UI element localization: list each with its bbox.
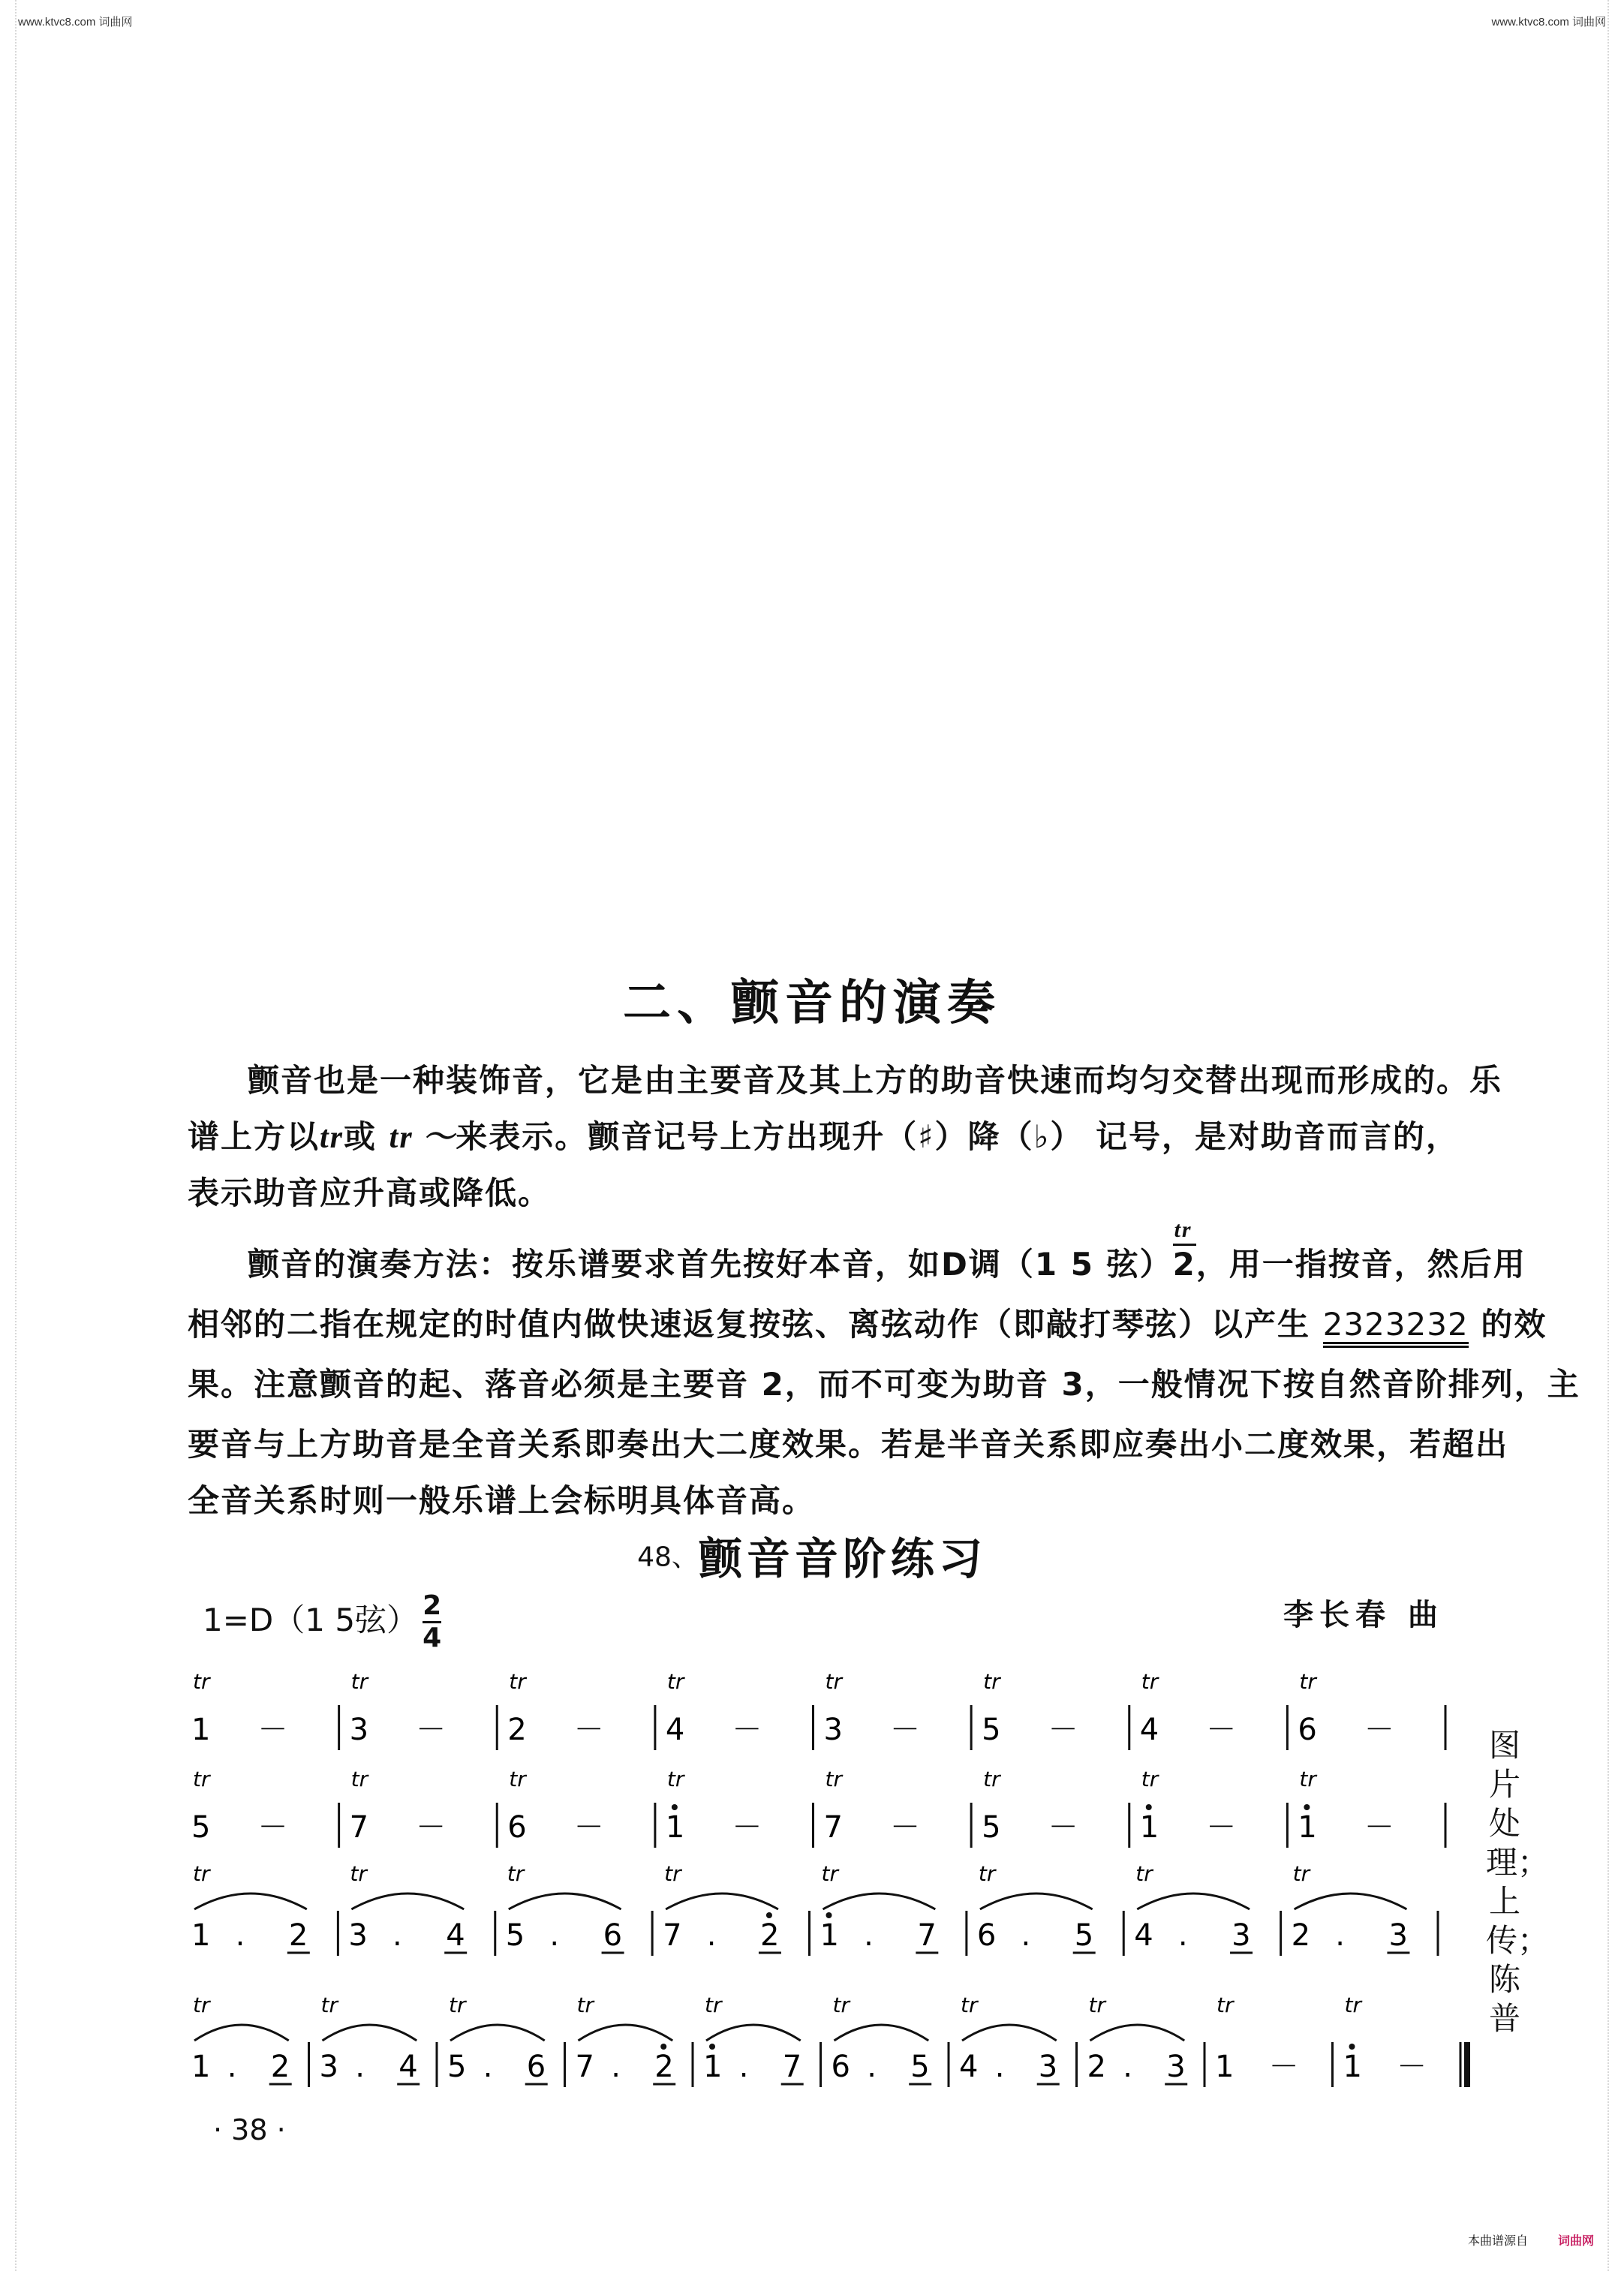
dash: － <box>1268 2050 1299 2084</box>
note: 1 <box>1215 2050 1235 2084</box>
high-octave-dot <box>672 1804 678 1810</box>
trill-mark: tr <box>449 1993 466 2017</box>
augmentation-dot: . <box>1335 1918 1345 1953</box>
note: 1 <box>191 2050 211 2084</box>
augmentation-dot: . <box>549 1918 560 1953</box>
slur <box>323 2025 417 2041</box>
para2-line3: 果。注意颤音的起、落音必须是主要音 2，而不可变为助音 3，一般情况下按自然音阶排列，主 <box>188 1366 1580 1403</box>
para2-line2 <box>188 1295 1547 1355</box>
high-octave-dot <box>766 1912 772 1918</box>
note: 2 <box>288 1918 308 1953</box>
slur <box>450 2025 545 2041</box>
note: 4 <box>1134 1918 1153 1953</box>
note: 6 <box>507 1810 527 1845</box>
note: 3 <box>1232 1918 1251 1953</box>
trill-mark: tr <box>350 1861 367 1886</box>
augmentation-dot: . <box>994 2050 1005 2084</box>
note: 6 <box>831 2050 850 2084</box>
trill-mark: tr <box>666 1767 684 1791</box>
note: 7 <box>917 1918 937 1953</box>
note: 6 <box>976 1918 997 1953</box>
trill-mark: tr <box>1344 1993 1361 2017</box>
note: 4 <box>446 1918 465 1953</box>
slur <box>823 1894 936 1909</box>
slur <box>835 2025 929 2041</box>
dash: － <box>257 1810 288 1845</box>
note: 1 <box>191 1713 211 1747</box>
slur <box>194 1894 307 1909</box>
augmentation-dot: . <box>392 1918 402 1953</box>
note: 3 <box>319 2050 338 2084</box>
note-2: 2 <box>1173 1244 1196 1283</box>
note: 3 <box>823 1713 843 1747</box>
trill-mark: tr <box>1135 1861 1153 1886</box>
trill-mark: tr <box>509 1669 526 1694</box>
note: 3 <box>1166 2050 1186 2084</box>
trill-mark: tr <box>664 1861 681 1886</box>
note: 7 <box>782 2050 802 2084</box>
trill-mark: tr <box>193 1993 210 2017</box>
trill-mark: tr <box>983 1767 1000 1791</box>
footer <box>1468 2231 1594 2248</box>
note: 3 <box>1388 1918 1408 1953</box>
note: 1 <box>820 1918 839 1953</box>
note: 6 <box>526 2050 546 2084</box>
note: 1 <box>703 2050 723 2084</box>
augmentation-dot: . <box>227 2050 237 2084</box>
high-octave-dot <box>709 2044 715 2050</box>
key-label: 1=D（1 5弦） <box>203 1602 419 1638</box>
note: 1 <box>665 1810 685 1845</box>
high-octave-dot <box>1304 1804 1310 1810</box>
slur <box>980 1894 1093 1909</box>
slur <box>1137 1894 1250 1909</box>
trill-mark: tr <box>832 1993 850 2017</box>
augmentation-dot: . <box>483 2050 493 2084</box>
trill-mark: tr <box>978 1861 996 1886</box>
trill-mark: tr <box>983 1669 1000 1694</box>
para2-line2-a: 相邻的二指在规定的时值内做快速返复按弦、离弦动作（即敲打琴弦）以产生 <box>188 1306 1311 1343</box>
note: 1 <box>1139 1810 1159 1845</box>
dash: － <box>1206 1713 1237 1747</box>
trill-mark: tr <box>1141 1669 1159 1694</box>
trill-mark: tr <box>1216 1993 1234 2017</box>
dash: － <box>1364 1713 1394 1747</box>
section-title: 二、颤音的演奏 <box>623 976 1001 1031</box>
high-octave-dot <box>660 2044 666 2050</box>
dash: － <box>257 1713 288 1747</box>
trill-mark: tr <box>1088 1993 1105 2017</box>
note: 2 <box>759 1918 780 1953</box>
para2-line5: 全音关系时则一般乐谱上会标明具体音高。 <box>188 1482 816 1519</box>
trill-mark: tr <box>576 1993 594 2017</box>
para2-line1-a: 颤音的演奏方法：按乐谱要求首先按好本音，如D调（1 5 弦） <box>248 1246 1173 1283</box>
slur <box>706 2025 801 2041</box>
note: 3 <box>349 1713 369 1747</box>
trill-mark: tr <box>350 1767 368 1791</box>
note: 5 <box>910 2050 930 2084</box>
augmentation-dot: . <box>1177 1918 1188 1953</box>
slur <box>351 1894 464 1909</box>
trill-mark: tr <box>507 1861 525 1886</box>
trill-mark: tr <box>666 1669 684 1694</box>
note: 1 <box>191 1918 211 1953</box>
note: 7 <box>575 2050 594 2084</box>
trill-mark: tr <box>825 1669 842 1694</box>
para1-line2-b: 或 <box>344 1118 377 1155</box>
note: 5 <box>982 1713 1001 1747</box>
augmentation-dot: . <box>611 2050 621 2084</box>
note: 7 <box>663 1918 682 1953</box>
note: 5 <box>982 1810 1001 1845</box>
note: 2 <box>507 1713 527 1747</box>
note: 4 <box>665 1713 685 1747</box>
trill-mark: tr <box>193 1669 210 1694</box>
score-row-2 <box>0 1764 1624 1854</box>
slur <box>509 1894 621 1909</box>
footer-label: 本曲谱源自 <box>1467 2233 1528 2248</box>
key-signature <box>203 1591 441 1653</box>
time-top: 2 <box>423 1591 441 1623</box>
exercise-name: 颤音音阶练习 <box>698 1533 987 1584</box>
note: 6 <box>1298 1713 1317 1747</box>
note: 4 <box>398 2050 418 2084</box>
watermark-left: www.ktvc8.com 词曲网 <box>18 16 133 29</box>
note: 2 <box>654 2050 674 2084</box>
note: 6 <box>603 1918 623 1953</box>
note: 2 <box>1291 1918 1311 1953</box>
note: 2 <box>1087 2050 1106 2084</box>
note: 4 <box>1139 1713 1159 1747</box>
dash: － <box>732 1713 762 1747</box>
para2-line2-b: 的效 <box>1481 1306 1547 1343</box>
para2-line1-b: ，用一指按音，然后用 <box>1195 1246 1526 1283</box>
para1-line3: 表示助音应升高或降低。 <box>188 1175 552 1211</box>
score-row-3 <box>0 1861 1624 1966</box>
note: 1 <box>1298 1810 1317 1845</box>
note: 1 <box>1343 2050 1362 2084</box>
augmentation-dot: . <box>864 1918 874 1953</box>
score-row-1 <box>0 1666 1624 1756</box>
trill-mark: tr <box>1299 1767 1316 1791</box>
trill-mark: tr <box>350 1669 368 1694</box>
para1-line2-c: 来表示。颤音记号上方出现升（♯）降（♭） 记号，是对助音而言的， <box>456 1118 1459 1155</box>
side-note: 图片处理；上传；陈普 <box>1486 1727 1550 2037</box>
trill-note-example <box>1172 1217 1196 1295</box>
slur <box>579 2025 673 2041</box>
dash: － <box>1048 1810 1078 1845</box>
time-bottom: 4 <box>423 1623 442 1653</box>
trill-mark: tr <box>821 1861 838 1886</box>
augmentation-dot: . <box>235 1918 245 1953</box>
augmentation-dot: . <box>1123 2050 1132 2084</box>
slur <box>194 2025 289 2041</box>
dash: － <box>416 1713 447 1747</box>
trill-mark: tr <box>509 1767 526 1791</box>
slur <box>666 1894 778 1909</box>
para1-line2-a: 谱上方以 <box>188 1118 320 1155</box>
exercise-number: 48、 <box>637 1542 699 1573</box>
dash: － <box>889 1810 920 1845</box>
dash: － <box>416 1810 447 1845</box>
dash: － <box>1397 2050 1427 2084</box>
trill-mark: tr <box>320 1993 338 2017</box>
note: 5 <box>505 1918 525 1953</box>
dash: － <box>732 1810 762 1845</box>
slur <box>962 2025 1057 2041</box>
trill-realization-notes: 2323232 <box>1323 1307 1469 1348</box>
high-octave-dot <box>826 1912 832 1918</box>
note: 7 <box>349 1810 369 1845</box>
dash: － <box>1364 1810 1394 1845</box>
high-octave-dot <box>1349 2044 1355 2050</box>
augmentation-dot: . <box>867 2050 877 2084</box>
trill-mark: tr <box>961 1993 978 2017</box>
trill-mark: tr <box>825 1767 842 1791</box>
trill-mark: tr <box>705 1993 722 2017</box>
high-octave-dot <box>1146 1804 1152 1810</box>
note: 2 <box>270 2050 290 2084</box>
dash: － <box>1206 1810 1237 1845</box>
trill-mark: tr <box>1299 1669 1316 1694</box>
trill-mark: tr <box>1141 1767 1159 1791</box>
trill-mark: tr <box>193 1767 210 1791</box>
para2-line1 <box>248 1217 1526 1295</box>
composer: 李长春 曲 <box>1283 1598 1444 1632</box>
watermark-right: www.ktvc8.com 词曲网 <box>1491 16 1606 29</box>
time-signature <box>423 1591 441 1653</box>
footer-brand: 词曲网 <box>1557 2233 1594 2248</box>
para1-line2 <box>188 1107 1459 1168</box>
dash: － <box>1048 1713 1078 1747</box>
dash: － <box>573 1713 604 1747</box>
augmentation-dot: . <box>706 1918 717 1953</box>
trill-symbol-inline: tr <box>320 1120 344 1155</box>
trill-mark: tr <box>193 1861 210 1886</box>
para1-line1: 颤音也是一种装饰音，它是由主要音及其上方的助音快速而均匀交替出现而形成的。乐 <box>248 1062 1503 1099</box>
slur <box>1295 1894 1407 1909</box>
note: 7 <box>823 1810 843 1845</box>
note: 5 <box>447 2050 467 2084</box>
augmentation-dot: . <box>738 2050 749 2084</box>
score-row-4 <box>0 1993 1624 2098</box>
note: 3 <box>348 1918 368 1953</box>
exercise-title <box>0 1524 1624 1587</box>
para2-line4: 要音与上方助音是全音关系即奏出大二度效果。若是半音关系即应奏出小二度效果，若超出 <box>188 1426 1509 1463</box>
trill-mark: tr <box>1292 1861 1310 1886</box>
dash: － <box>889 1713 920 1747</box>
augmentation-dot: . <box>355 2050 365 2084</box>
augmentation-dot: . <box>1021 1918 1031 1953</box>
trill-wave-symbol-inline: tr ～ <box>389 1120 456 1155</box>
page-number: · 38 · <box>213 2113 286 2146</box>
note: 3 <box>1038 2050 1058 2084</box>
note: 5 <box>1074 1918 1094 1953</box>
dash: － <box>573 1810 604 1845</box>
note: 4 <box>959 2050 979 2084</box>
trill-mark: tr <box>1174 1217 1192 1242</box>
note: 5 <box>191 1810 211 1845</box>
slur <box>1090 2025 1185 2041</box>
